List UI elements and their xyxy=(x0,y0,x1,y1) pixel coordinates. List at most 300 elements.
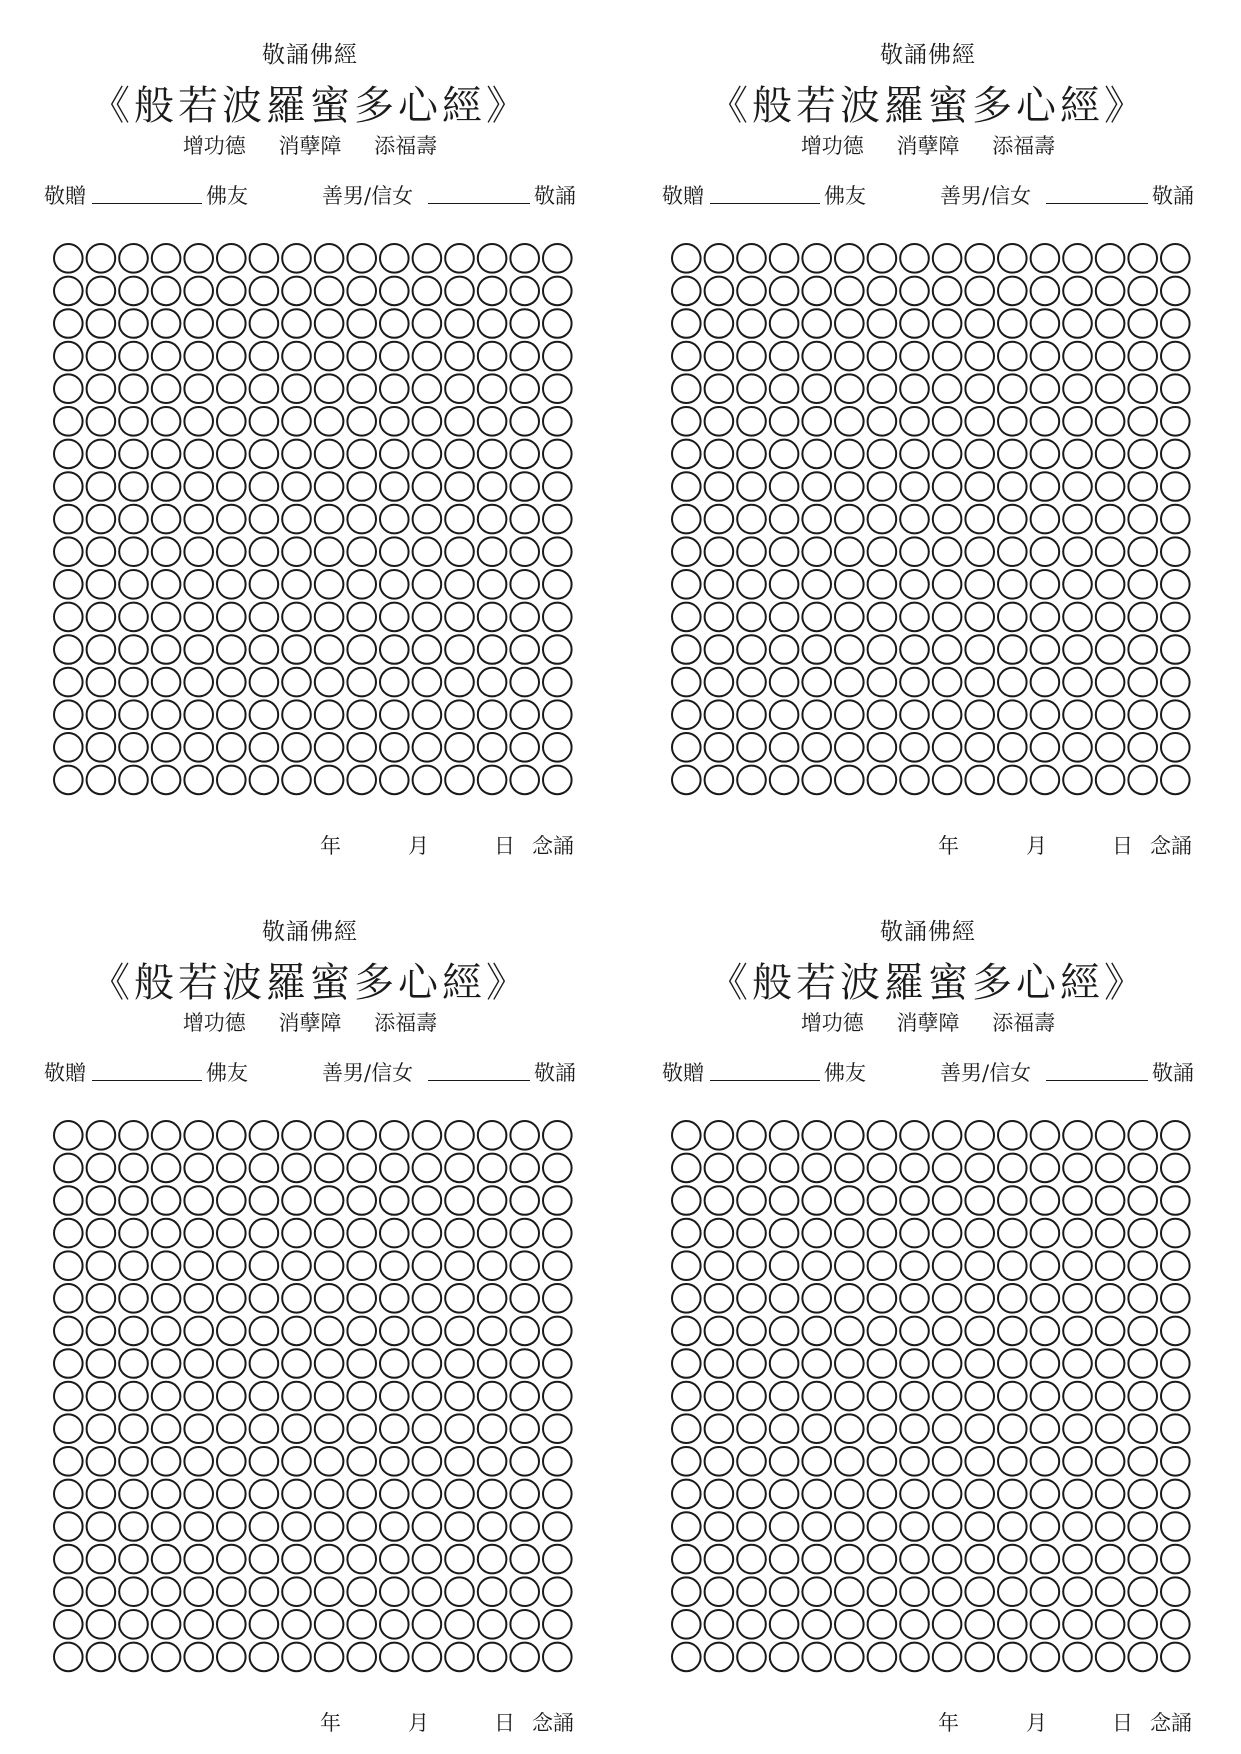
recitation-circle[interactable] xyxy=(184,603,213,632)
recitation-circle[interactable] xyxy=(1161,1121,1190,1150)
recitation-circle[interactable] xyxy=(900,1382,929,1411)
recitation-circle[interactable] xyxy=(445,277,474,306)
recitation-circle[interactable] xyxy=(510,1447,539,1476)
recitation-circle[interactable] xyxy=(87,440,116,469)
recitation-circle[interactable] xyxy=(998,1545,1027,1574)
recitation-circle[interactable] xyxy=(1128,309,1157,338)
recitation-circle[interactable] xyxy=(152,277,181,306)
recitation-circle[interactable] xyxy=(250,1186,279,1215)
recitation-circle[interactable] xyxy=(445,603,474,632)
recitation-circle[interactable] xyxy=(965,1382,994,1411)
recitation-circle[interactable] xyxy=(119,635,148,664)
recitation-circle[interactable] xyxy=(1128,603,1157,632)
recitation-circle[interactable] xyxy=(1031,733,1060,762)
recitation-circle[interactable] xyxy=(835,603,864,632)
recitation-circle[interactable] xyxy=(965,1643,994,1672)
recitation-circle[interactable] xyxy=(347,472,376,501)
recitation-circle[interactable] xyxy=(510,1414,539,1443)
recitation-circle[interactable] xyxy=(510,505,539,534)
recitation-circle[interactable] xyxy=(478,766,507,795)
recitation-circle[interactable] xyxy=(965,1414,994,1443)
recitation-circle[interactable] xyxy=(413,766,442,795)
recitation-circle[interactable] xyxy=(965,1577,994,1606)
recitation-circle[interactable] xyxy=(933,1447,962,1476)
recitation-circle[interactable] xyxy=(672,1382,701,1411)
recitation-circle[interactable] xyxy=(1096,766,1125,795)
recitation-circle[interactable] xyxy=(933,1382,962,1411)
recitation-circle[interactable] xyxy=(1128,277,1157,306)
recitation-circle[interactable] xyxy=(347,277,376,306)
recitation-circle[interactable] xyxy=(543,1186,572,1215)
recitation-circle[interactable] xyxy=(1031,1382,1060,1411)
recitation-circle[interactable] xyxy=(1128,1643,1157,1672)
recitation-circle[interactable] xyxy=(380,1447,409,1476)
recitation-circle[interactable] xyxy=(510,1610,539,1639)
recitation-circle[interactable] xyxy=(87,342,116,371)
recitation-circle[interactable] xyxy=(705,309,734,338)
recitation-circle[interactable] xyxy=(835,1610,864,1639)
recitation-circle[interactable] xyxy=(250,309,279,338)
recitation-circle[interactable] xyxy=(705,537,734,566)
recitation-circle[interactable] xyxy=(87,1349,116,1378)
recitation-circle[interactable] xyxy=(672,1480,701,1509)
recitation-circle[interactable] xyxy=(705,1414,734,1443)
recitation-circle[interactable] xyxy=(802,1349,831,1378)
recitation-circle[interactable] xyxy=(770,1186,799,1215)
recitation-circle[interactable] xyxy=(868,374,897,403)
recitation-circle[interactable] xyxy=(835,1186,864,1215)
recitation-circle[interactable] xyxy=(1031,1251,1060,1280)
recitation-circle[interactable] xyxy=(413,570,442,599)
recitation-circle[interactable] xyxy=(543,1121,572,1150)
recitation-circle[interactable] xyxy=(217,1512,246,1541)
recitation-circle[interactable] xyxy=(152,505,181,534)
recitation-circle[interactable] xyxy=(933,668,962,697)
recitation-circle[interactable] xyxy=(152,1447,181,1476)
recitation-circle[interactable] xyxy=(998,374,1027,403)
recitation-circle[interactable] xyxy=(1031,537,1060,566)
recitation-circle[interactable] xyxy=(835,1121,864,1150)
recitation-circle[interactable] xyxy=(1063,1317,1092,1346)
recitation-circle[interactable] xyxy=(315,1447,344,1476)
recitation-circle[interactable] xyxy=(543,570,572,599)
recitation-circle[interactable] xyxy=(998,1382,1027,1411)
recitation-circle[interactable] xyxy=(217,733,246,762)
recitation-circle[interactable] xyxy=(347,1512,376,1541)
recitation-circle[interactable] xyxy=(445,505,474,534)
recitation-circle[interactable] xyxy=(510,374,539,403)
recitation-circle[interactable] xyxy=(380,1219,409,1248)
recitation-circle[interactable] xyxy=(152,570,181,599)
recitation-circle[interactable] xyxy=(282,407,311,436)
recitation-circle[interactable] xyxy=(672,733,701,762)
recitation-circle[interactable] xyxy=(315,1512,344,1541)
recitation-circle[interactable] xyxy=(315,1610,344,1639)
recitation-circle[interactable] xyxy=(445,309,474,338)
recitation-circle[interactable] xyxy=(119,1382,148,1411)
recitation-circle[interactable] xyxy=(54,1186,83,1215)
recitation-circle[interactable] xyxy=(770,1349,799,1378)
recitation-circle[interactable] xyxy=(672,1349,701,1378)
recitation-circle[interactable] xyxy=(672,603,701,632)
recitation-circle[interactable] xyxy=(217,1251,246,1280)
recitation-circle[interactable] xyxy=(900,537,929,566)
recitation-circle[interactable] xyxy=(1161,1349,1190,1378)
recitation-circle[interactable] xyxy=(1063,407,1092,436)
recitation-circle[interactable] xyxy=(478,668,507,697)
recitation-circle[interactable] xyxy=(119,1251,148,1280)
recitation-circle[interactable] xyxy=(1096,505,1125,534)
recitation-circle[interactable] xyxy=(87,1186,116,1215)
recitation-circle[interactable] xyxy=(347,1545,376,1574)
recitation-circle[interactable] xyxy=(543,407,572,436)
recitation-circle[interactable] xyxy=(478,374,507,403)
recitation-circle[interactable] xyxy=(835,374,864,403)
recitation-circle[interactable] xyxy=(152,1154,181,1183)
recitation-circle[interactable] xyxy=(282,1251,311,1280)
recitation-circle[interactable] xyxy=(737,570,766,599)
recitation-circle[interactable] xyxy=(184,733,213,762)
recitation-circle[interactable] xyxy=(705,374,734,403)
recitation-circle[interactable] xyxy=(965,537,994,566)
recitation-circle[interactable] xyxy=(705,244,734,273)
recitation-circle[interactable] xyxy=(54,700,83,729)
recitation-circle[interactable] xyxy=(510,700,539,729)
recitation-circle[interactable] xyxy=(413,1317,442,1346)
recitation-circle[interactable] xyxy=(510,635,539,664)
recitation-circle[interactable] xyxy=(868,342,897,371)
recitation-circle[interactable] xyxy=(868,1284,897,1313)
recitation-circle[interactable] xyxy=(380,1512,409,1541)
recitation-circle[interactable] xyxy=(217,472,246,501)
recitation-circle[interactable] xyxy=(868,277,897,306)
recitation-circle[interactable] xyxy=(770,603,799,632)
recitation-circle[interactable] xyxy=(705,570,734,599)
recitation-circle[interactable] xyxy=(1063,1251,1092,1280)
recitation-circle[interactable] xyxy=(1161,407,1190,436)
recitation-circle[interactable] xyxy=(770,342,799,371)
recitation-circle[interactable] xyxy=(705,1545,734,1574)
recitation-circle[interactable] xyxy=(478,1447,507,1476)
recitation-circle[interactable] xyxy=(380,1545,409,1574)
recitation-circle[interactable] xyxy=(510,570,539,599)
recitation-circle[interactable] xyxy=(347,1610,376,1639)
recitation-circle[interactable] xyxy=(802,1219,831,1248)
recitation-circle[interactable] xyxy=(802,374,831,403)
recitation-circle[interactable] xyxy=(1031,1121,1060,1150)
recitation-circle[interactable] xyxy=(998,1349,1027,1378)
recitation-circle[interactable] xyxy=(543,1382,572,1411)
recitation-circle[interactable] xyxy=(315,1121,344,1150)
recitation-circle[interactable] xyxy=(1096,570,1125,599)
recitation-circle[interactable] xyxy=(672,1545,701,1574)
recitation-circle[interactable] xyxy=(54,1317,83,1346)
recitation-circle[interactable] xyxy=(54,733,83,762)
recitation-circle[interactable] xyxy=(672,1512,701,1541)
recitation-circle[interactable] xyxy=(510,1251,539,1280)
recitation-circle[interactable] xyxy=(184,1219,213,1248)
recitation-circle[interactable] xyxy=(282,635,311,664)
recitation-circle[interactable] xyxy=(933,570,962,599)
recitation-circle[interactable] xyxy=(54,1480,83,1509)
recitation-circle[interactable] xyxy=(87,505,116,534)
recitation-circle[interactable] xyxy=(217,342,246,371)
recitation-circle[interactable] xyxy=(184,1284,213,1313)
recitation-circle[interactable] xyxy=(380,1317,409,1346)
recitation-circle[interactable] xyxy=(217,1317,246,1346)
recitation-circle[interactable] xyxy=(380,1577,409,1606)
recitation-circle[interactable] xyxy=(478,1545,507,1574)
recitation-circle[interactable] xyxy=(347,1349,376,1378)
recitation-circle[interactable] xyxy=(380,1643,409,1672)
recitation-circle[interactable] xyxy=(1031,700,1060,729)
recitation-circle[interactable] xyxy=(119,374,148,403)
recitation-circle[interactable] xyxy=(217,1577,246,1606)
recitation-circle[interactable] xyxy=(347,1577,376,1606)
recitation-circle[interactable] xyxy=(835,668,864,697)
recitation-circle[interactable] xyxy=(543,1251,572,1280)
recitation-circle[interactable] xyxy=(802,407,831,436)
recitation-circle[interactable] xyxy=(835,1317,864,1346)
recitation-circle[interactable] xyxy=(1096,244,1125,273)
recitation-circle[interactable] xyxy=(802,472,831,501)
recitation-circle[interactable] xyxy=(119,1512,148,1541)
recitation-circle[interactable] xyxy=(282,1349,311,1378)
recitation-circle[interactable] xyxy=(1063,1545,1092,1574)
recitation-circle[interactable] xyxy=(835,570,864,599)
recitation-circle[interactable] xyxy=(347,1447,376,1476)
recitation-circle[interactable] xyxy=(802,1382,831,1411)
recitation-circle[interactable] xyxy=(737,537,766,566)
recitation-circle[interactable] xyxy=(347,1480,376,1509)
recitation-circle[interactable] xyxy=(184,1349,213,1378)
recitation-circle[interactable] xyxy=(1161,309,1190,338)
recitation-circle[interactable] xyxy=(315,700,344,729)
recitation-circle[interactable] xyxy=(413,635,442,664)
recitation-circle[interactable] xyxy=(152,537,181,566)
recitation-circle[interactable] xyxy=(965,733,994,762)
recitation-circle[interactable] xyxy=(835,1349,864,1378)
recitation-circle[interactable] xyxy=(835,1480,864,1509)
recitation-circle[interactable] xyxy=(282,1284,311,1313)
recitation-circle[interactable] xyxy=(119,1480,148,1509)
recitation-circle[interactable] xyxy=(54,309,83,338)
recitation-circle[interactable] xyxy=(282,668,311,697)
recitation-circle[interactable] xyxy=(250,1480,279,1509)
recitation-circle[interactable] xyxy=(119,766,148,795)
recitation-circle[interactable] xyxy=(119,1186,148,1215)
recitation-circle[interactable] xyxy=(933,342,962,371)
recitation-circle[interactable] xyxy=(1096,309,1125,338)
recitation-circle[interactable] xyxy=(347,342,376,371)
recitation-circle[interactable] xyxy=(510,537,539,566)
recitation-circle[interactable] xyxy=(413,277,442,306)
recitation-circle[interactable] xyxy=(965,1447,994,1476)
recitation-circle[interactable] xyxy=(835,733,864,762)
recitation-circle[interactable] xyxy=(705,440,734,469)
recitation-circle[interactable] xyxy=(705,1480,734,1509)
recitation-circle[interactable] xyxy=(1161,1186,1190,1215)
recitation-circle[interactable] xyxy=(119,342,148,371)
recipient-blank[interactable] xyxy=(710,1058,820,1081)
recitation-circle[interactable] xyxy=(478,1154,507,1183)
recitation-circle[interactable] xyxy=(87,1382,116,1411)
recitation-circle[interactable] xyxy=(868,1186,897,1215)
recitation-circle[interactable] xyxy=(900,635,929,664)
recitation-circle[interactable] xyxy=(282,342,311,371)
recitation-circle[interactable] xyxy=(672,277,701,306)
recitation-circle[interactable] xyxy=(250,342,279,371)
recitation-circle[interactable] xyxy=(1063,700,1092,729)
recitation-circle[interactable] xyxy=(998,766,1027,795)
recipient-blank[interactable] xyxy=(710,181,820,204)
recitation-circle[interactable] xyxy=(1031,309,1060,338)
recitation-circle[interactable] xyxy=(510,1284,539,1313)
recitation-circle[interactable] xyxy=(119,668,148,697)
recitation-circle[interactable] xyxy=(965,440,994,469)
recitation-circle[interactable] xyxy=(282,1414,311,1443)
recitation-circle[interactable] xyxy=(543,440,572,469)
recitation-circle[interactable] xyxy=(413,374,442,403)
recitation-circle[interactable] xyxy=(998,407,1027,436)
recitation-circle[interactable] xyxy=(835,342,864,371)
recipient-blank[interactable] xyxy=(92,181,202,204)
recitation-circle[interactable] xyxy=(250,1577,279,1606)
recitation-circle[interactable] xyxy=(413,1219,442,1248)
recitation-circle[interactable] xyxy=(900,1610,929,1639)
recitation-circle[interactable] xyxy=(900,1317,929,1346)
recitation-circle[interactable] xyxy=(1063,1382,1092,1411)
recitation-circle[interactable] xyxy=(802,342,831,371)
recitation-circle[interactable] xyxy=(347,766,376,795)
recitation-circle[interactable] xyxy=(152,1186,181,1215)
recitation-circle[interactable] xyxy=(543,603,572,632)
recitation-circle[interactable] xyxy=(250,635,279,664)
recitation-circle[interactable] xyxy=(998,342,1027,371)
recitation-circle[interactable] xyxy=(217,1349,246,1378)
recitation-circle[interactable] xyxy=(54,1121,83,1150)
recitation-circle[interactable] xyxy=(543,766,572,795)
recitation-circle[interactable] xyxy=(737,1219,766,1248)
recitation-circle[interactable] xyxy=(152,1480,181,1509)
recitation-circle[interactable] xyxy=(119,1317,148,1346)
recitation-circle[interactable] xyxy=(737,700,766,729)
recitation-circle[interactable] xyxy=(250,1349,279,1378)
recitation-circle[interactable] xyxy=(184,766,213,795)
recitation-circle[interactable] xyxy=(770,1480,799,1509)
recitation-circle[interactable] xyxy=(1161,1154,1190,1183)
recitation-circle[interactable] xyxy=(1063,1349,1092,1378)
recitation-circle[interactable] xyxy=(802,635,831,664)
recitation-circle[interactable] xyxy=(54,1382,83,1411)
recitation-circle[interactable] xyxy=(1031,1414,1060,1443)
recitation-circle[interactable] xyxy=(672,635,701,664)
recitation-circle[interactable] xyxy=(347,537,376,566)
recitation-circle[interactable] xyxy=(217,766,246,795)
recitation-circle[interactable] xyxy=(672,244,701,273)
recitation-circle[interactable] xyxy=(478,1284,507,1313)
recitation-circle[interactable] xyxy=(1031,374,1060,403)
recitation-circle[interactable] xyxy=(184,1643,213,1672)
recitation-circle[interactable] xyxy=(347,603,376,632)
recitation-circle[interactable] xyxy=(802,505,831,534)
recitation-circle[interactable] xyxy=(1096,668,1125,697)
recitation-circle[interactable] xyxy=(152,1251,181,1280)
recitation-circle[interactable] xyxy=(770,440,799,469)
recitation-circle[interactable] xyxy=(119,1545,148,1574)
recitation-circle[interactable] xyxy=(54,244,83,273)
recitation-circle[interactable] xyxy=(413,440,442,469)
recitation-circle[interactable] xyxy=(445,1284,474,1313)
recitation-circle[interactable] xyxy=(380,1121,409,1150)
recitation-circle[interactable] xyxy=(445,635,474,664)
recitation-circle[interactable] xyxy=(119,1219,148,1248)
recitation-circle[interactable] xyxy=(152,374,181,403)
recitation-circle[interactable] xyxy=(250,505,279,534)
recitation-circle[interactable] xyxy=(802,700,831,729)
recitation-circle[interactable] xyxy=(1096,1186,1125,1215)
recitation-circle[interactable] xyxy=(1161,603,1190,632)
recitation-circle[interactable] xyxy=(380,1610,409,1639)
recitation-circle[interactable] xyxy=(282,244,311,273)
recitation-circle[interactable] xyxy=(217,1186,246,1215)
recitation-circle[interactable] xyxy=(380,733,409,762)
recitation-circle[interactable] xyxy=(250,440,279,469)
recitation-circle[interactable] xyxy=(282,1480,311,1509)
recitation-circle[interactable] xyxy=(1031,1610,1060,1639)
recitation-circle[interactable] xyxy=(705,1577,734,1606)
recitation-circle[interactable] xyxy=(184,1382,213,1411)
recitation-circle[interactable] xyxy=(868,440,897,469)
recitation-circle[interactable] xyxy=(413,1512,442,1541)
recitation-circle[interactable] xyxy=(315,570,344,599)
recitation-circle[interactable] xyxy=(184,472,213,501)
recitation-circle[interactable] xyxy=(87,1447,116,1476)
recitation-circle[interactable] xyxy=(1128,766,1157,795)
recitation-circle[interactable] xyxy=(770,1545,799,1574)
recitation-circle[interactable] xyxy=(413,1186,442,1215)
recitation-circle[interactable] xyxy=(250,1317,279,1346)
recitation-circle[interactable] xyxy=(87,1414,116,1443)
recitation-circle[interactable] xyxy=(184,1480,213,1509)
recitation-circle[interactable] xyxy=(445,700,474,729)
recitation-circle[interactable] xyxy=(802,277,831,306)
recitation-circle[interactable] xyxy=(184,1186,213,1215)
recitation-circle[interactable] xyxy=(478,407,507,436)
recitation-circle[interactable] xyxy=(543,733,572,762)
recitation-circle[interactable] xyxy=(413,1545,442,1574)
recitation-circle[interactable] xyxy=(282,440,311,469)
recitation-circle[interactable] xyxy=(672,1643,701,1672)
recitation-circle[interactable] xyxy=(672,1251,701,1280)
recitation-circle[interactable] xyxy=(250,668,279,697)
recitation-circle[interactable] xyxy=(217,374,246,403)
recitation-circle[interactable] xyxy=(802,766,831,795)
recitation-circle[interactable] xyxy=(217,635,246,664)
recitation-circle[interactable] xyxy=(705,277,734,306)
recitation-circle[interactable] xyxy=(119,1121,148,1150)
recitation-circle[interactable] xyxy=(900,733,929,762)
recitation-circle[interactable] xyxy=(217,277,246,306)
recitation-circle[interactable] xyxy=(1096,1382,1125,1411)
recitation-circle[interactable] xyxy=(965,277,994,306)
recitation-circle[interactable] xyxy=(347,374,376,403)
recitation-circle[interactable] xyxy=(315,309,344,338)
recitation-circle[interactable] xyxy=(770,1154,799,1183)
recitation-circle[interactable] xyxy=(347,1186,376,1215)
recitation-circle[interactable] xyxy=(672,472,701,501)
recitation-circle[interactable] xyxy=(1161,1447,1190,1476)
